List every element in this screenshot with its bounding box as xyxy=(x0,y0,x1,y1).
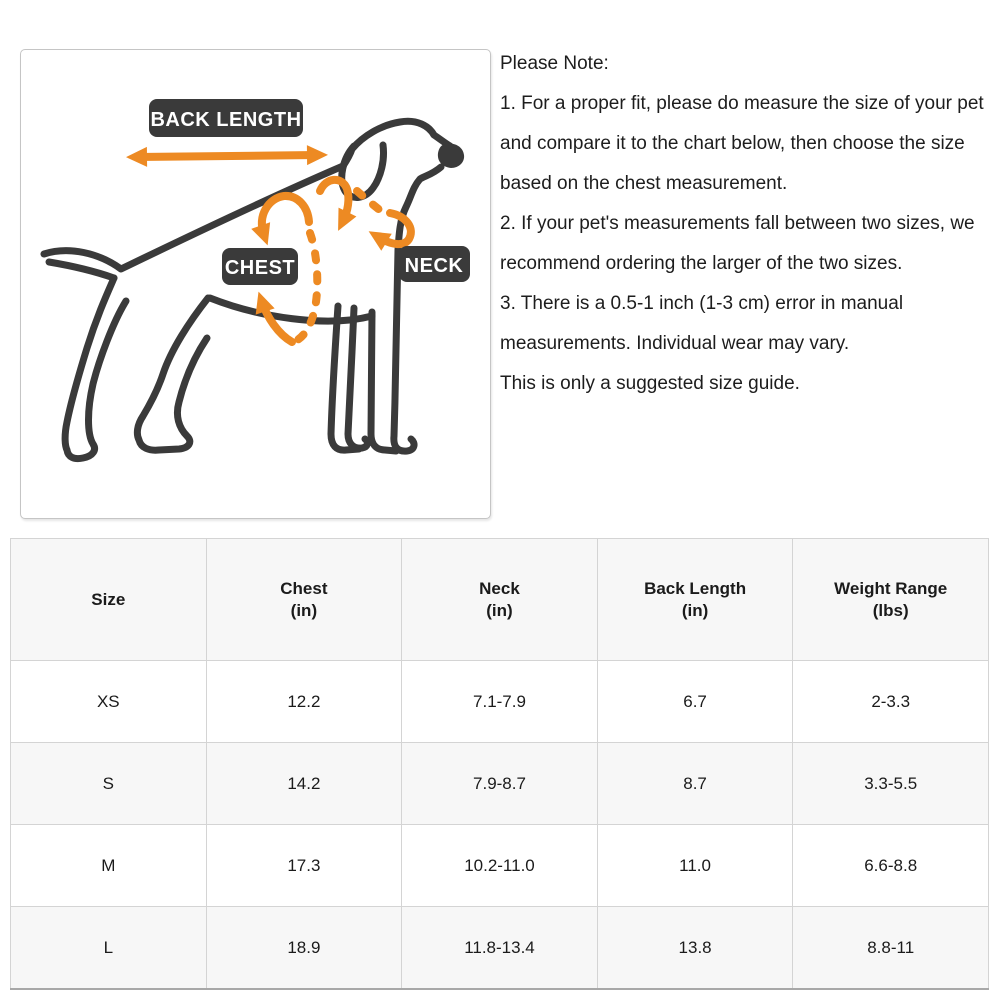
col-header-back-length xyxy=(597,539,793,661)
col-header-size xyxy=(11,539,207,661)
chest-label xyxy=(222,248,298,285)
dog-diagram-svg xyxy=(21,50,490,518)
col-unit: (in) xyxy=(290,600,318,620)
table-cell: 13.8 xyxy=(597,907,793,990)
back-length-arrow xyxy=(137,155,317,157)
dog-tail-line xyxy=(49,262,114,278)
note-item-2: 2. If your pet's measurements fall between two sizes, we recommend ordering the larger of the two sizes. xyxy=(500,213,975,274)
table-cell: 8.7 xyxy=(597,743,793,825)
dog-throat-chest-line xyxy=(398,167,441,250)
table-cell: 18.9 xyxy=(206,907,402,990)
table-cell: M xyxy=(11,825,207,907)
table-cell: 8.8-11 xyxy=(793,907,989,990)
table-cell: 6.6-8.8 xyxy=(793,825,989,907)
table-row-l xyxy=(11,907,989,990)
col-unit: (in) xyxy=(486,600,513,620)
note-item-4: This is only a suggested size guide. xyxy=(500,373,800,394)
neck-hook-arrow-top xyxy=(320,180,348,221)
table-cell: 6.7 xyxy=(597,661,793,743)
col-title: Size xyxy=(91,589,126,609)
table-cell: 17.3 xyxy=(206,825,402,907)
dog-belly-line xyxy=(210,298,372,321)
note-item-3: 3. There is a 0.5-1 inch (1-3 cm) error in manual measurements. Individual wear may vary. xyxy=(500,293,904,354)
size-chart-header xyxy=(11,539,989,661)
back-length-label xyxy=(149,99,303,137)
table-cell: 7.9-8.7 xyxy=(402,743,598,825)
neck-label xyxy=(399,246,470,282)
table-cell: 7.1-7.9 xyxy=(402,661,598,743)
col-unit: (lbs) xyxy=(872,600,909,620)
chest-up-arrow xyxy=(262,302,292,342)
table-cell: 3.3-5.5 xyxy=(793,743,989,825)
neck-label-text: NECK xyxy=(404,255,464,277)
col-unit: (in) xyxy=(681,600,709,620)
dog-front-leg-far-back-edge xyxy=(348,308,367,448)
table-cell: 2-3.3 xyxy=(793,661,989,743)
neck-hook-arrow-bottom xyxy=(378,213,411,244)
dog-hind-leg-near xyxy=(137,298,208,450)
table-cell: 10.2-11.0 xyxy=(402,825,598,907)
col-header-chest xyxy=(206,539,402,661)
note-item-1: 1. For a proper fit, please do measure the size of your pet and compare it to the chart below, then choose the size based on the chest measurement. xyxy=(500,93,984,194)
chest-over-back-arc-arrow xyxy=(262,196,309,235)
table-cell: 11.8-13.4 xyxy=(402,907,598,990)
col-title: Back Length xyxy=(644,578,747,598)
table-cell: 14.2 xyxy=(206,743,402,825)
col-header-weight-range xyxy=(793,539,989,661)
dog-back-head-line xyxy=(44,121,450,269)
col-header-neck xyxy=(402,539,598,661)
col-title: Neck xyxy=(479,578,520,598)
col-title: Chest xyxy=(280,578,328,598)
chest-label-text: CHEST xyxy=(224,257,296,279)
table-cell: L xyxy=(11,907,207,990)
table-cell: 12.2 xyxy=(206,661,402,743)
col-title: Weight Range xyxy=(834,578,948,598)
notes-title: Please Note: xyxy=(500,53,609,74)
table-cell: S xyxy=(11,743,207,825)
dog-hind-leg-far xyxy=(65,278,126,459)
dog-outline-illustration xyxy=(44,121,464,458)
size-chart-body xyxy=(11,661,989,990)
back-length-label-text: BACK LENGTH xyxy=(150,109,302,131)
table-row-xs xyxy=(11,661,989,743)
table-cell: XS xyxy=(11,661,207,743)
header-row xyxy=(11,539,989,661)
table-cell: 11.0 xyxy=(597,825,793,907)
size-chart-table xyxy=(10,538,989,990)
dog-measurement-diagram xyxy=(20,49,491,519)
table-row-s xyxy=(11,743,989,825)
table-row-m xyxy=(11,825,989,907)
notes-section xyxy=(500,44,1000,404)
